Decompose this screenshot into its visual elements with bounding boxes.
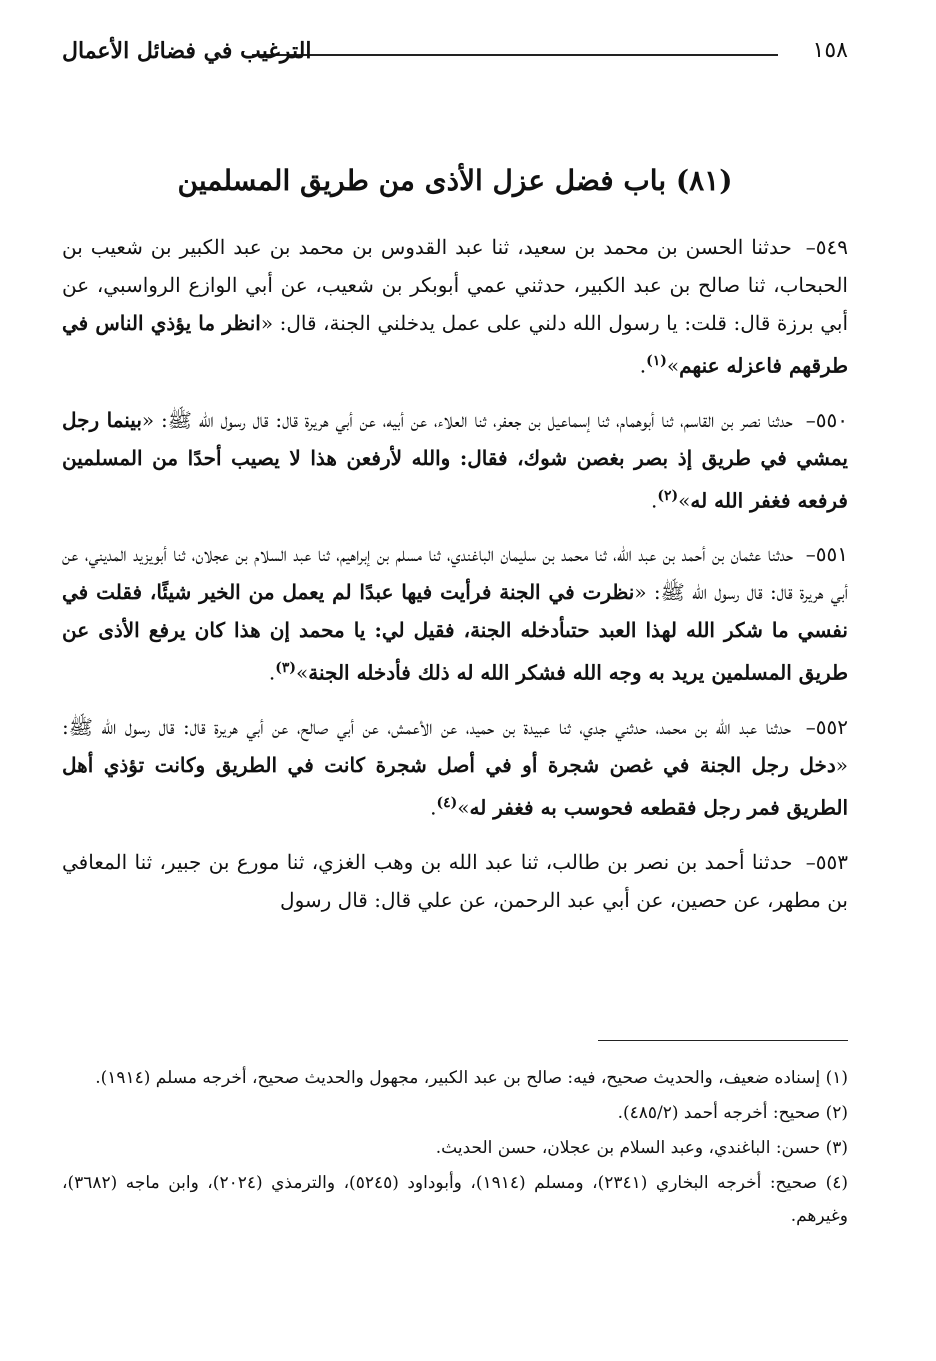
hadith-551 (62, 535, 848, 692)
hadith-isnad: حدثنا الحسن بن محمد بن سعيد، ثنا عبد القدوس بن محمد بن عبد الكبير بن شعيب بن الحبحاب، ثنا صالح بن عبد الكبير، حدثني عمي أبوبكر بن شعيب، عن أبي الوازع الرواسبي، عن أبي برزة قال: قلت: يا رسول الله دلني على عمل يدخلني الجنة، قال: « (62, 235, 848, 335)
hadith-isnad: حدثنا عبد الله بن محمد، حدثني جدي، ثنا عبيدة بن حميد، عن الأعمش، عن أبي صالح، عن أبي هريرة قال: قال رسول الله ﷺ: « (62, 714, 848, 777)
sentence-end: . (651, 488, 658, 513)
footnotes (62, 1062, 848, 1235)
hadith-549 (62, 228, 848, 385)
footnote-3: (٣) حسن: الباغندي، وعبد السلام بن عجلان، حسن الحديث. (435, 1138, 848, 1158)
hadith-552 (62, 708, 848, 827)
footnote-4: (٤) صحيح: أخرجه البخاري (٢٣٤١)، ومسلم (١٩١٤)، وأبوداود (٥٢٤٥)، والترمذي (٢٠٢٤)، وابن ماجه (٣٦٨٢)، وغيرهم. (62, 1173, 848, 1226)
hadith-matn: انظر ما يؤذي الناس في طرقهم فاعزله عنهم (62, 311, 848, 378)
hadith-550 (62, 401, 848, 520)
footnote-1: (١) إسناده ضعيف، والحديث صحيح، فيه: صالح بن عبد الكبير، مجهول والحديث صحيح، أخرجه مسلم (١٩١٤). (95, 1068, 848, 1088)
page-header (62, 36, 848, 68)
chapter-title: (٨١) باب فضل عزل الأذى من طريق المسلمين (177, 164, 733, 197)
footnote-ref[interactable]: (١) (646, 353, 667, 369)
sentence-end: . (639, 353, 647, 378)
quote-close: » (457, 795, 470, 820)
footnote-ref[interactable]: (٣) (275, 660, 297, 677)
quote-close: » (666, 353, 680, 378)
hadith-number: ٥٥١– (805, 542, 848, 567)
footnote-ref[interactable]: (٢) (657, 487, 679, 504)
hadith-isnad: حدثنا عثمان بن أحمد بن عبد الله، ثنا محمد بن سليمان الباغندي، ثنا مسلم بن إبراهيم، ثنا عبد السلام بن عجلان، ثنا أبويزيد المديني، عن أبي هريرة قال: قال رسول الله ﷺ: « (62, 542, 848, 605)
hadith-number: ٥٤٩– (805, 235, 849, 259)
hadith-number: ٥٥٠– (805, 407, 848, 432)
header-rule (252, 54, 778, 56)
footnote-ref[interactable]: (٤) (436, 794, 458, 811)
hadith-number: ٥٥٢– (805, 714, 849, 739)
hadith-matn: بينما رجل يمشي في طريق إذ بصر بغصن شوك، فقال: والله لأرفعن هذا لا يصيب أحدًا من المسلمين فرفعه فغفر الله له (62, 407, 848, 513)
footnote-separator (598, 1040, 848, 1041)
page-number: ١٥٨ (812, 38, 848, 63)
quote-close: » (296, 660, 309, 685)
hadith-matn: نظرت في الجنة فرأيت فيها عبدًا لم يعمل من الخير شيئًا، فقلت في نفسي ما شكر الله لهذا العبد حتىأدخله الجنة، فقيل لي: يا محمد إن هذا كان يرفع الأذى عن طريق المسلمين يريد به وجه الله فشكر الله له ذلك فأدخله الجنة (62, 580, 848, 685)
hadith-isnad: حدثنا نصر بن القاسم، ثنا أبوهمام، ثنا إسماعيل بن جعفر، ثنا العلاء، عن أبيه، عن أبي هريرة قال: قال رسول الله ﷺ: « (141, 407, 793, 432)
hadith-isnad: حدثنا أحمد بن نصر بن طالب، ثنا عبد الله بن وهب الغزي، ثنا مورع بن جبير، ثنا المعافي بن مطهر، عن حصين، عن أبي عبد الرحمن، عن علي قال: قال رسول (62, 849, 848, 912)
sentence-end: . (268, 660, 276, 685)
footnote-2: (٢) صحيح: أخرجه أحمد (٤٨٥/٢). (617, 1103, 848, 1123)
running-title: الترغيب في فضائل الأعمال (62, 38, 312, 64)
sentence-end: . (430, 795, 437, 820)
hadith-list (62, 228, 848, 935)
hadith-number: ٥٥٣– (805, 849, 848, 874)
hadith-matn: دخل رجل الجنة في غصن شجرة أو في أصل شجرة كانت في الطريق وكانت تؤذي أهل الطريق فمر رجل فقطعه فحوسب به فغفر له (62, 752, 848, 820)
hadith-553 (62, 843, 848, 919)
quote-close: » (678, 488, 691, 513)
